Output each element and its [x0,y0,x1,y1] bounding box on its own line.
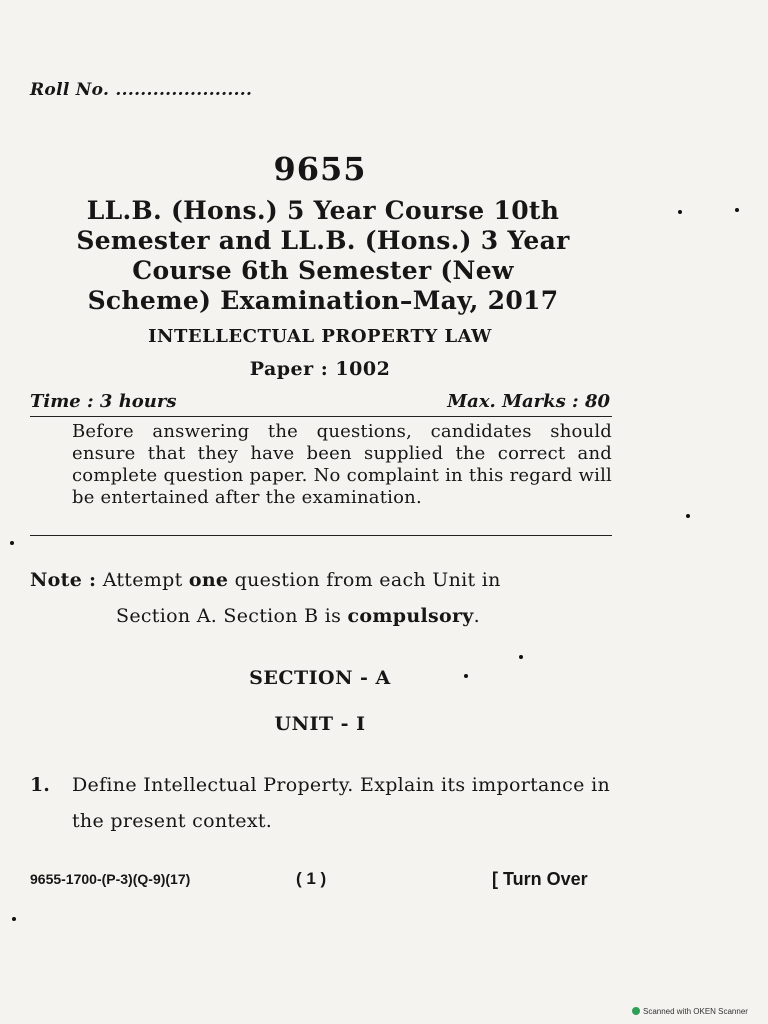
scanner-watermark-text: Scanned with OKEN Scanner [643,1007,748,1016]
divider-bottom [30,535,612,536]
paper-number: Paper : 1002 [249,358,391,380]
note-line-1 [30,562,620,598]
instructions-paragraph: Before answering the questions, candidates should ensure that they have been supplied the correct and complete question paper. No complaint in this regard will be entertained after the examination. [72,421,612,508]
unit-heading: UNIT - I [274,713,366,735]
scan-speck [686,514,690,518]
exam-title-line: Course 6th Semester (New [132,256,514,285]
note-text: question from each Unit in [228,569,501,591]
note-emphasis: compulsory [347,605,474,627]
paper-code: 9655 [273,150,367,188]
question-number: 1. [30,774,50,796]
exam-title-line: LL.B. (Hons.) 5 Year Course 10th [86,196,560,225]
turn-over-label: [ Turn Over [492,869,588,889]
scan-speck [519,655,523,659]
max-marks: Max. Marks : 80 [447,391,610,412]
time-allowed: Time : 3 hours [30,391,177,412]
scanner-watermark [632,1007,748,1016]
scan-speck [10,541,14,545]
note-emphasis: one [188,569,229,591]
page-number: ( 1 ) [296,869,327,888]
note-line-2 [30,598,620,634]
scanner-logo-icon [632,1007,640,1015]
note-text: Section A. Section B is [116,605,348,627]
exam-title-line: Scheme) Examination–May, 2017 [87,286,559,315]
subject-title: INTELLECTUAL PROPERTY LAW [148,326,492,347]
note-label: Note : [30,569,97,591]
exam-title-line: Semester and LL.B. (Hons.) 3 Year [76,226,570,255]
scan-speck [735,208,739,212]
scan-speck [464,674,468,678]
note-text: . [473,605,480,627]
footer-code: 9655-1700-(P-3)(Q-9)(17) [30,871,191,887]
section-heading: SECTION - A [249,667,391,689]
divider-top [30,416,612,417]
note-block [30,562,620,634]
note-text: Attempt [102,569,189,591]
question-text: Define Intellectual Property. Explain its importance in the present context. [72,774,610,832]
roll-number-field: Roll No. ...................... [30,80,253,100]
question-item [30,767,610,839]
exam-title [28,196,618,316]
scan-speck [12,917,16,921]
scan-speck [678,210,682,214]
